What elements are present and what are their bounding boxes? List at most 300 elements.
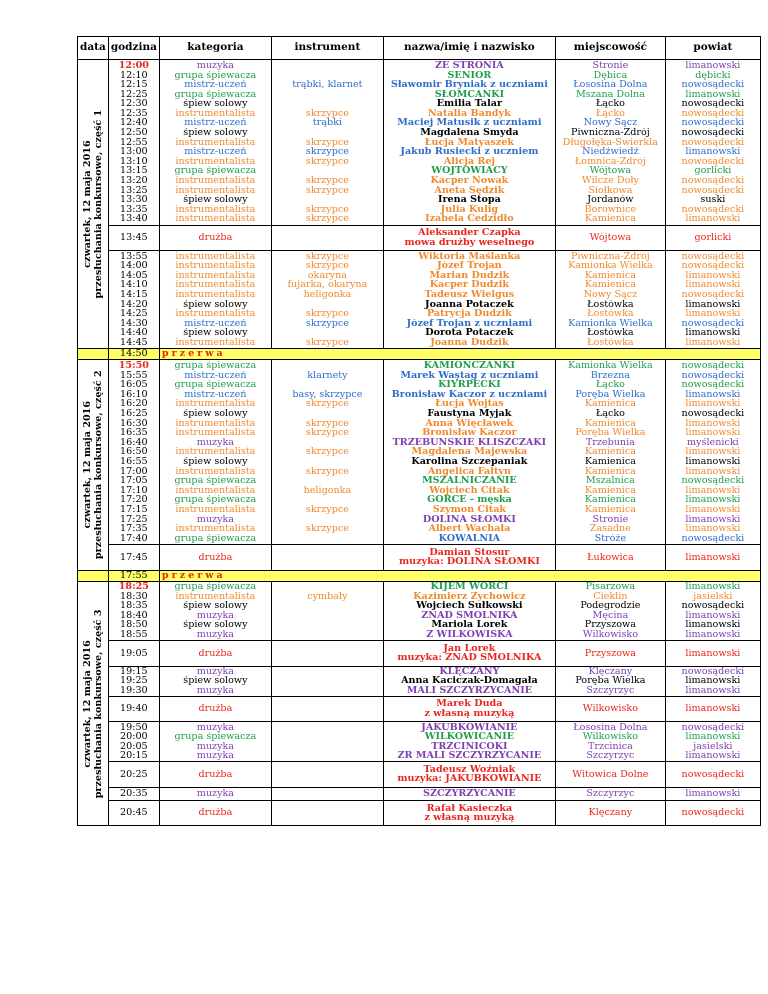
- miejscowosc-value: Kamienica: [584, 457, 636, 467]
- kategoria-value: drużba: [198, 233, 233, 243]
- cell-godzina: [108, 360, 159, 545]
- godzina-value: 12:00: [118, 60, 149, 71]
- godzina-value: 16:20: [120, 399, 148, 410]
- godzina-value: 18:30: [120, 591, 148, 602]
- kategoria-value: instrumentalista: [175, 447, 256, 458]
- cell-nazwa: [383, 360, 555, 545]
- cell-instrument: [271, 696, 383, 721]
- kategoria-value: instrumentalista: [175, 108, 256, 119]
- cell-kategoria: [159, 641, 271, 666]
- powiat-value: limanowski: [685, 299, 741, 310]
- nazwa-value: DOLINA SŁOMKI: [422, 514, 516, 525]
- miejscowosc-value: Nowy Sącz: [583, 118, 638, 129]
- cell-kategoria: [159, 800, 271, 825]
- kategoria-value: grupa śpiewacza: [174, 166, 257, 177]
- cell-instrument: [271, 360, 383, 545]
- cell-kategoria: [159, 360, 271, 545]
- godzina-value: 15:55: [120, 370, 148, 381]
- nazwa-value: ZR MALI SZCZYRZYCANIE: [397, 751, 542, 761]
- kategoria-value: instrumentalista: [175, 204, 256, 215]
- cell-kategoria: [159, 666, 271, 696]
- nazwa-value: Tadeusz Woźniak: [423, 764, 516, 775]
- miejscowosc-value: Łukowica: [587, 552, 634, 563]
- powiat-value: jasielski: [693, 591, 733, 602]
- section-2-date-label: [81, 360, 105, 569]
- section-3-date-label: [81, 582, 105, 826]
- kategoria-value: śpiew solowy: [183, 299, 248, 310]
- miejscowosc-value: Stronie: [592, 60, 629, 71]
- cell-nazwa: [383, 251, 555, 349]
- nazwa-value: ZNAD SMOLNIKA: [421, 610, 518, 621]
- instrument-value: heligonka: [303, 485, 352, 496]
- section-1-date-text: czwartek, 12 maja 2016: [81, 140, 93, 268]
- instrument-value: skrzypce: [305, 505, 349, 515]
- godzina-value: 18:25: [118, 582, 149, 592]
- instrument-value: [274, 195, 381, 205]
- cell-nazwa: [383, 581, 555, 641]
- entry-row: [78, 696, 761, 721]
- instrument-value: skrzypce: [305, 318, 349, 329]
- godzina-value: 18:40: [120, 610, 148, 621]
- godzina-value: 20:15: [120, 751, 148, 761]
- nazwa-value: Maciej Matusik z uczniami: [397, 118, 542, 129]
- instrument-value: skrzypce: [305, 399, 349, 410]
- nazwa-value: Józef Trojan z uczniami: [406, 318, 533, 329]
- instrument-value: basy, skrzypce: [292, 389, 363, 400]
- miejscowosc-value: Mszana Dolna: [575, 89, 645, 100]
- cell-instrument: [271, 545, 383, 570]
- godzina-value: 12:30: [120, 99, 148, 109]
- miejscowosc-value: Łostówka: [587, 299, 634, 310]
- miejscowosc-value: Łososina Dolna: [573, 80, 648, 90]
- godzina-value: 14:45: [120, 338, 148, 348]
- cell-kategoria: [159, 581, 271, 641]
- break-word: przerwa: [161, 349, 226, 359]
- cell-instrument: [271, 60, 383, 226]
- kategoria-value: instrumentalista: [175, 466, 256, 477]
- kategoria-value: drużba: [198, 808, 233, 818]
- godzina-value: 13:25: [120, 185, 148, 196]
- kategoria-value: śpiew solowy: [183, 676, 248, 686]
- miejscowosc-value: Pisarzowa: [585, 582, 636, 592]
- instrument-value: skrzypce: [305, 214, 349, 224]
- break-word: przerwa: [161, 570, 226, 581]
- header-kategoria: kategoria: [159, 37, 271, 60]
- kategoria-value: śpiew solowy: [183, 409, 248, 419]
- godzina-value: 12:25: [120, 89, 148, 100]
- kategoria-value: mistrz-uczeń: [184, 389, 247, 400]
- instrument-value: [274, 476, 381, 486]
- godzina-value: 20:45: [120, 808, 148, 818]
- godzina-value: 13:45: [120, 233, 148, 243]
- godzina-value: 20:05: [120, 741, 148, 752]
- godzina-value: 13:10: [120, 156, 148, 167]
- instrument-value: [274, 601, 381, 611]
- powiat-value: limanowski: [685, 732, 741, 742]
- entry-block: [78, 722, 761, 762]
- nazwa-value: Józef Trojan: [437, 261, 502, 271]
- cell-nazwa: [383, 545, 555, 570]
- header-row: [78, 37, 761, 60]
- instrument-value: [274, 751, 381, 761]
- godzina-value: 14:00: [120, 261, 148, 271]
- cell-miejscowosc: [555, 251, 665, 349]
- powiat-value: nowosądecki: [681, 80, 745, 90]
- nazwa-value: Joanna Dudzik: [430, 338, 509, 348]
- cell-kategoria: [159, 787, 271, 800]
- godzina-value: 12:55: [120, 137, 148, 148]
- powiat-value: nowosądecki: [681, 318, 745, 329]
- cell-godzina: [108, 60, 159, 226]
- kategoria-value: instrumentalista: [175, 214, 256, 224]
- powiat-value: limanowski: [685, 495, 741, 506]
- instrument-value: [274, 409, 381, 419]
- nazwa-value: Marek Waştag z uczniami: [400, 370, 539, 381]
- break-date-cell: [78, 349, 109, 360]
- godzina-value: 14:30: [120, 318, 148, 329]
- instrument-value: klarnety: [307, 370, 348, 381]
- powiat-value: nowosądecki: [681, 137, 745, 148]
- powiat-value: limanowski: [685, 457, 741, 467]
- cell-kategoria: [159, 545, 271, 570]
- powiat-value: limanowski: [685, 505, 741, 515]
- kategoria-value: instrumentalista: [175, 251, 256, 262]
- kategoria-value: mistrz-uczeń: [184, 80, 247, 90]
- kategoria-value: śpiew solowy: [183, 99, 248, 109]
- godzina-value: 12:35: [120, 108, 148, 119]
- break-time-value: 17:55: [120, 570, 148, 581]
- nazwa-value: WÓJTOWIACY: [431, 166, 508, 177]
- instrument-value: [274, 630, 381, 640]
- cell-kategoria: [159, 762, 271, 787]
- entry-row: [78, 545, 761, 570]
- kategoria-value: mistrz-uczeń: [184, 370, 247, 381]
- instrument-value: [274, 438, 381, 448]
- cell-nazwa: [383, 641, 555, 666]
- nazwa-value: Magdalena Smyda: [420, 128, 519, 138]
- powiat-value: nowosądecki: [681, 601, 745, 611]
- nazwa-value: Kazimierz Żychowicz: [413, 591, 526, 602]
- instrument-value: skrzypce: [305, 108, 349, 119]
- nazwa-value: Joanna Potaczek: [425, 299, 514, 310]
- nazwa-value: Mariola Lorek: [431, 620, 508, 631]
- nazwa-value: Angelica Fałtyn: [427, 466, 511, 477]
- entry-block: [78, 666, 761, 696]
- godzina-value: 20:00: [120, 732, 148, 742]
- cell-kategoria: [159, 722, 271, 762]
- miejscowosc-value: Kamionka Wielka: [568, 361, 653, 371]
- nazwa-value: SŁOMCANKI: [434, 89, 505, 100]
- cell-powiat: [665, 787, 760, 800]
- nazwa-value: muzyka: JAKUBKOWIANIE: [397, 774, 542, 785]
- cell-godzina: [108, 722, 159, 762]
- nazwa-value: z własną muzyką: [424, 709, 515, 719]
- kategoria-value: muzyka: [196, 751, 235, 761]
- powiat-value: nowosądecki: [681, 380, 745, 390]
- break-label: [159, 570, 760, 581]
- miejscowosc-value: Kamienica: [584, 214, 636, 224]
- godzina-value: 19:05: [120, 648, 148, 659]
- godzina-value: 16:35: [120, 428, 148, 438]
- godzina-value: 12:10: [120, 70, 148, 81]
- instrument-value: skrzypce: [305, 418, 349, 429]
- godzina-value: 13:55: [120, 251, 148, 262]
- nazwa-value: MSZALNICZANIE: [422, 476, 517, 486]
- powiat-value: limanowski: [685, 466, 741, 477]
- instrument-value: skrzypce: [305, 447, 349, 458]
- godzina-value: 13:00: [120, 147, 148, 157]
- miejscowosc-value: Klęczany: [588, 666, 633, 677]
- kategoria-value: śpiew solowy: [183, 128, 248, 138]
- instrument-value: cymbały: [307, 591, 348, 602]
- miejscowosc-value: Piwniczna-Zdrój: [571, 251, 650, 262]
- cell-miejscowosc: [555, 800, 665, 825]
- miejscowosc-value: Nowy Sącz: [583, 290, 638, 300]
- godzina-value: 12:40: [120, 118, 148, 129]
- cell-nazwa: [383, 60, 555, 226]
- powiat-value: nowosądecki: [681, 99, 745, 109]
- kategoria-value: drużba: [198, 769, 233, 780]
- godzina-value: 17:45: [120, 552, 148, 563]
- nazwa-value: Jan Lorek: [443, 643, 496, 654]
- cell-powiat: [665, 581, 760, 641]
- cell-godzina: [108, 800, 159, 825]
- cell-miejscowosc: [555, 666, 665, 696]
- kategoria-value: instrumentalista: [175, 309, 256, 319]
- cell-nazwa: [383, 722, 555, 762]
- nazwa-value: Aneta Sędzik: [434, 185, 505, 196]
- powiat-value: limanowski: [685, 751, 741, 761]
- instrument-value: [274, 328, 381, 338]
- kategoria-value: muzyka: [196, 741, 235, 752]
- header-godzina: godzina: [108, 37, 159, 60]
- nazwa-value: Izabela Cedzidło: [425, 214, 514, 224]
- godzina-value: 14:40: [120, 328, 148, 339]
- kategoria-value: śpiew solowy: [183, 457, 248, 467]
- kategoria-value: drużba: [198, 552, 233, 563]
- godzina-value: 19:15: [120, 666, 148, 677]
- powiat-value: limanowski: [685, 704, 741, 714]
- instrument-value: skrzypce: [305, 466, 349, 477]
- cell-miejscowosc: [555, 722, 665, 762]
- break-row: [78, 570, 761, 581]
- nazwa-value: Z WILKOWISKA: [426, 630, 513, 640]
- section-1-date-label: [81, 60, 105, 348]
- instrument-value: [274, 380, 381, 390]
- entry-row: [78, 787, 761, 800]
- date-cell: [78, 581, 109, 826]
- instrument-value: [274, 704, 381, 714]
- miejscowosc-value: Siołkowa: [588, 185, 633, 196]
- miejscowosc-value: Łącko: [595, 409, 625, 419]
- instrument-value: [274, 611, 381, 621]
- nazwa-value: TRZCINICOKI: [431, 741, 508, 752]
- powiat-value: limanowski: [685, 89, 741, 100]
- nazwa-value: Łucja Matyaszek: [424, 137, 515, 148]
- cell-nazwa: [383, 800, 555, 825]
- date-cell: [78, 60, 109, 349]
- miejscowosc-value: Kamionka Wielka: [568, 261, 653, 271]
- godzina-value: 13:40: [120, 214, 148, 224]
- powiat-value: limanowski: [685, 309, 741, 319]
- miejscowosc-value: Kamienica: [584, 466, 636, 477]
- powiat-value: nowosądecki: [681, 108, 745, 119]
- miejscowosc-value: Brzezna: [590, 370, 631, 381]
- godzina-value: 18:55: [120, 630, 148, 640]
- miejscowosc-value: Trzcinica: [587, 741, 633, 752]
- instrument-value: [274, 233, 381, 243]
- nazwa-value: Alicja Rej: [443, 156, 495, 167]
- nazwa-value: Bronisław Kaczor: [422, 428, 517, 438]
- instrument-value: skrzypce: [305, 524, 349, 534]
- miejscowosc-value: Łostówka: [587, 328, 634, 339]
- miejscowosc-value: Wilkowisko: [582, 630, 638, 640]
- entry-row: [78, 762, 761, 787]
- instrument-value: [274, 770, 381, 780]
- godzina-value: 14:20: [120, 299, 148, 310]
- powiat-value: limanowski: [685, 620, 741, 631]
- godzina-value: 16:05: [120, 380, 148, 390]
- godzina-value: 13:15: [120, 166, 148, 177]
- nazwa-value: Irena Stopa: [437, 195, 501, 205]
- kategoria-value: grupa śpiewacza: [174, 533, 257, 544]
- kategoria-value: śpiew solowy: [183, 601, 248, 611]
- miejscowosc-value: Łącko: [595, 380, 625, 390]
- instrument-value: [274, 649, 381, 659]
- powiat-value: limanowski: [685, 399, 741, 410]
- instrument-value: skrzypce: [305, 338, 349, 348]
- miejscowosc-value: Kamienica: [584, 485, 636, 496]
- nazwa-value: KIYRPECKI: [438, 380, 501, 390]
- cell-godzina: [108, 641, 159, 666]
- miejscowosc-value: Kamienica: [584, 270, 636, 281]
- kategoria-value: muzyka: [196, 60, 235, 71]
- miejscowosc-value: Szczyrzyc: [586, 788, 635, 799]
- miejscowosc-value: Klęczany: [588, 808, 633, 818]
- instrument-value: heligonka: [303, 290, 352, 300]
- powiat-value: gorlicki: [694, 233, 732, 243]
- kategoria-value: instrumentalista: [175, 280, 256, 291]
- entry-block: [78, 251, 761, 349]
- miejscowosc-value: Kamienica: [584, 399, 636, 410]
- godzina-value: 12:15: [120, 80, 148, 90]
- entry-block: [78, 60, 761, 226]
- header-data: data: [78, 37, 109, 60]
- cell-miejscowosc: [555, 360, 665, 545]
- kategoria-value: grupa śpiewacza: [174, 70, 257, 81]
- kategoria-value: grupa śpiewacza: [174, 732, 257, 742]
- entry-row: [78, 641, 761, 666]
- kategoria-value: muzyka: [196, 630, 235, 640]
- kategoria-value: muzyka: [196, 610, 235, 621]
- instrument-value: [274, 300, 381, 310]
- nazwa-value: Tadeusz Wielgus: [424, 290, 515, 300]
- godzina-value: 13:35: [120, 204, 148, 215]
- miejscowosc-value: Szczyrzyc: [586, 751, 635, 761]
- instrument-value: skrzypce: [305, 147, 349, 157]
- kategoria-value: instrumentalista: [175, 418, 256, 429]
- cell-godzina: [108, 581, 159, 641]
- nazwa-value: WILKOWICANIE: [424, 732, 515, 742]
- godzina-value: 18:35: [120, 601, 148, 611]
- kategoria-value: grupa śpiewacza: [174, 361, 257, 371]
- cell-kategoria: [159, 696, 271, 721]
- kategoria-value: instrumentalista: [175, 485, 256, 496]
- instrument-value: [274, 71, 381, 81]
- cell-godzina: [108, 545, 159, 570]
- instrument-value: [274, 620, 381, 630]
- cell-godzina: [108, 666, 159, 696]
- powiat-value: limanowski: [685, 447, 741, 458]
- kategoria-value: śpiew solowy: [183, 620, 248, 631]
- cell-nazwa: [383, 696, 555, 721]
- nazwa-value: Wojciech Sułkowski: [416, 601, 523, 611]
- miejscowosc-value: Łososina Dolna: [573, 722, 648, 733]
- section-3-part-text: przesłuchania konkursowe, część 3: [92, 609, 104, 798]
- cell-godzina: [108, 251, 159, 349]
- powiat-value: nowosądecki: [681, 290, 745, 300]
- nazwa-value: Wojciech Citak: [429, 485, 510, 496]
- nazwa-value: KIJEM WORCI: [430, 582, 509, 592]
- powiat-value: nowosądecki: [681, 361, 745, 371]
- cell-miejscowosc: [555, 225, 665, 250]
- powiat-value: gorlicki: [694, 166, 732, 177]
- kategoria-value: drużba: [198, 704, 233, 714]
- powiat-value: nowosądecki: [681, 156, 745, 167]
- kategoria-value: instrumentalista: [175, 591, 256, 602]
- nazwa-value: Aleksander Czapka: [418, 228, 521, 239]
- powiat-value: suski: [700, 195, 726, 205]
- instrument-value: [274, 582, 381, 592]
- kategoria-value: instrumentalista: [175, 270, 256, 281]
- miejscowosc-value: Stróże: [594, 533, 627, 544]
- instrument-value: [274, 128, 381, 138]
- powiat-value: nowosądecki: [681, 118, 745, 129]
- schedule-table: [77, 36, 761, 826]
- cell-instrument: [271, 666, 383, 696]
- instrument-value: [274, 789, 381, 799]
- powiat-value: limanowski: [685, 582, 741, 592]
- cell-instrument: [271, 800, 383, 825]
- powiat-value: limanowski: [685, 214, 741, 224]
- header-powiat: powiat: [665, 37, 760, 60]
- entry-block: [78, 360, 761, 545]
- schedule-body: [78, 60, 761, 826]
- kategoria-value: grupa śpiewacza: [174, 380, 257, 390]
- powiat-value: jasielski: [693, 741, 733, 752]
- miejscowosc-value: Długołęka-Świerkla: [562, 137, 658, 148]
- cell-nazwa: [383, 787, 555, 800]
- instrument-value: skrzypce: [305, 176, 349, 186]
- powiat-value: nowosądecki: [681, 722, 745, 733]
- nazwa-value: Jakub Rusiecki z uczniem: [400, 147, 539, 157]
- kategoria-value: grupa śpiewacza: [174, 89, 257, 100]
- break-time-value: 14:50: [120, 349, 148, 359]
- powiat-value: nowosądecki: [681, 666, 745, 677]
- miejscowosc-value: Łącko: [595, 108, 625, 119]
- entry-block: [78, 581, 761, 641]
- instrument-value: skrzypce: [305, 137, 349, 148]
- kategoria-value: instrumentalista: [175, 399, 256, 410]
- instrument-value: skrzypce: [305, 204, 349, 215]
- entry-row: [78, 225, 761, 250]
- nazwa-value: Marek Duda: [436, 699, 503, 710]
- godzina-value: 16:50: [120, 447, 148, 458]
- powiat-value: limanowski: [685, 552, 741, 563]
- miejscowosc-value: Przyszowa: [584, 648, 636, 659]
- godzina-value: 14:05: [120, 270, 148, 281]
- header-instrument: instrument: [271, 37, 383, 60]
